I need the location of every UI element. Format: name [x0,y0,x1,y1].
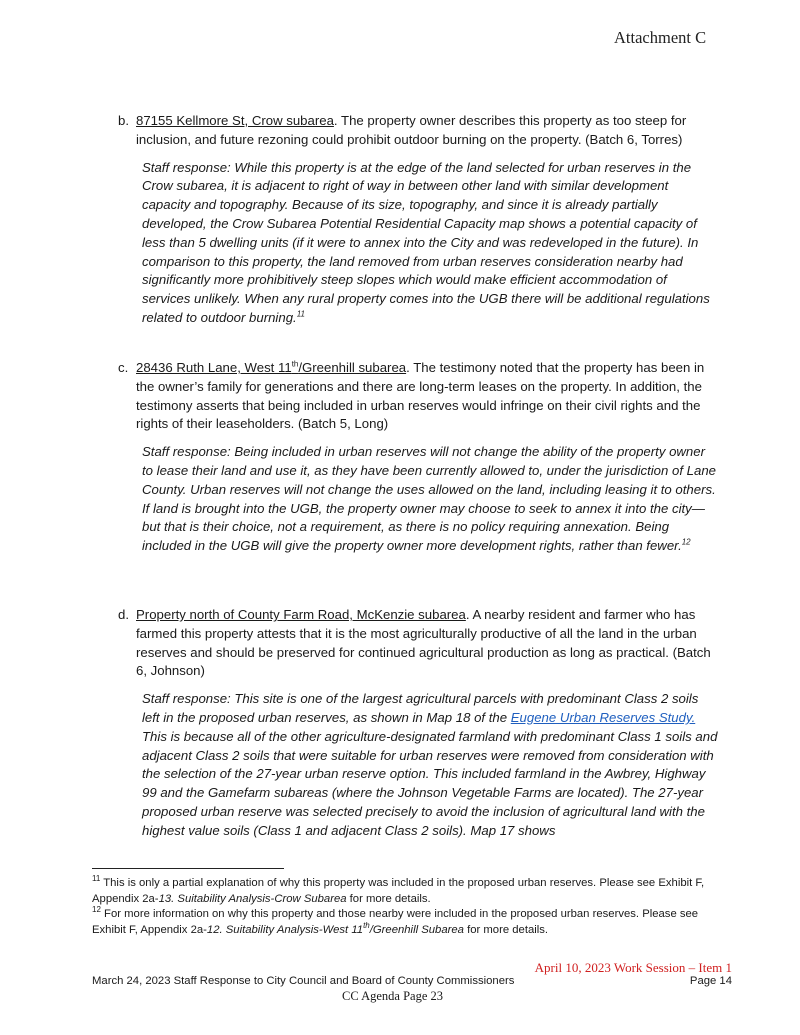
testimony-item-b [118,112,718,328]
footnote-ref[interactable]: 11 [296,309,306,319]
page-number: Page 14 [689,975,732,987]
agenda-page: CC Agenda Page 23 [342,989,444,1003]
attachment-label: Attachment C [614,28,707,47]
footnotes [92,876,722,938]
testimony-item-c [118,359,718,556]
staff-response: Staff response: This site is one of the largest agricultural parcels with predominant Class 2 soils left in the proposed urban reserves, as shown in Map 18 of the Eugene Urban Reserves Study. This is because all of the other agriculture-designated farmland with predominant Class 1 soils and adjacent Class 2 soils that were suitable for urban reserves were removed from consideration with the selection of the 27-year urban reserve option. This included farmland in the Awbrey, Highway 99 and the Gamefarm subareas (where the Johnson Vegetable Farms are located). The 27-year proposed urban reserve was selected precisely to avoid the inclusion of agricultural land with the highest value soils (Class 1 and adjacent Class 2 soils). Map 17 shows [142,691,718,838]
work-session-stamp: April 10, 2023 Work Session – Item 1 [534,960,732,975]
property-title: Property north of County Farm Road, McKenzie subarea [136,607,466,622]
footnote-12: $^{12}$ For more information on why this property and those nearby were included in the proposed urban reserves. Please see Exhibit F, Appendix 2a-12. Suitability Analysis-West 11th/Greenhill Subarea for more details. [92,905,699,936]
list-marker: b. [118,113,129,128]
staff-response: Staff response: Being included in urban reserves will not change the ability of the property owner to lease their land and use it, as they have been currently allowed to, under the jurisdiction of Lane County. Urban reserves will not change the uses allowed on the land, including leasing it to others. If land is brought into the UGB, the property owner may choose to seek to annex it into the city—but that is their choice, not a requirement, as there is no policy requiring annexation. Being included in the UGB will give the property owner more development rights, rather than fewer.$^{12}$ [142,444,717,554]
testimony-summary: . A nearby resident and farmer who has farmed this property attests that it is the most agriculturally productive of all the land in the urban reserves and should be preserved for continued agricultural production as long as practical. (Batch 6, Johnson) [136,607,711,679]
property-title: 28436 Ruth Lane, West 11th/Greenhill subarea [136,359,407,375]
testimony-summary: . The property owner describes this property as too steep for inclusion, and future rezoning could prohibit outdoor burning on the property. (Batch 6, Torres) [136,113,687,147]
footnote-divider [92,868,284,869]
property-title: 87155 Kellmore St, Crow subarea [136,113,334,128]
urban-reserves-study-link[interactable]: Eugene Urban Reserves Study. [510,709,696,725]
testimony-item-d [118,606,718,841]
footnote-11: $^{11}$ This is only a partial explanation of why this property was included in the proposed urban reserves. Please see Exhibit F, Appendix 2a-13. Suitability Analysis-Crow Subarea for more details. [92,874,705,905]
footnote-ref[interactable]: 12 [681,537,691,547]
list-marker: c. [118,360,129,375]
list-marker: d. [118,607,129,622]
footer-document-title: March 24, 2023 Staff Response to City Council and Board of County Commissioners [92,975,515,987]
staff-response: Staff response: While this property is at the edge of the land selected for urban reserves in the Crow subarea, it is adjacent to right of way in between other land with similar development capacity and topography. Because of its size, topography, and since it is already partially developed, the Crow Subarea Potential Residential Capacity map shows a potential capacity of less than 5 dwelling units (if it were to annex into the City and was redeveloped in the future). In comparison to this property, the land removed from urban reserves consideration nearby had significantly more prohibitively steep slopes which would make efficient accommodation of services unlikely. When any rural property comes into the UGB there will be additional regulations related to outdoor burning.$^{11}$ [142,159,710,325]
testimony-summary: . The testimony noted that the property has been in the owner’s family for generations and there are long-term leases on the property. In addition, the testimony asserts that being included in urban reserves would infringe on their civil rights and the rights of their leaseholders. (Batch 5, Long) [136,360,705,432]
